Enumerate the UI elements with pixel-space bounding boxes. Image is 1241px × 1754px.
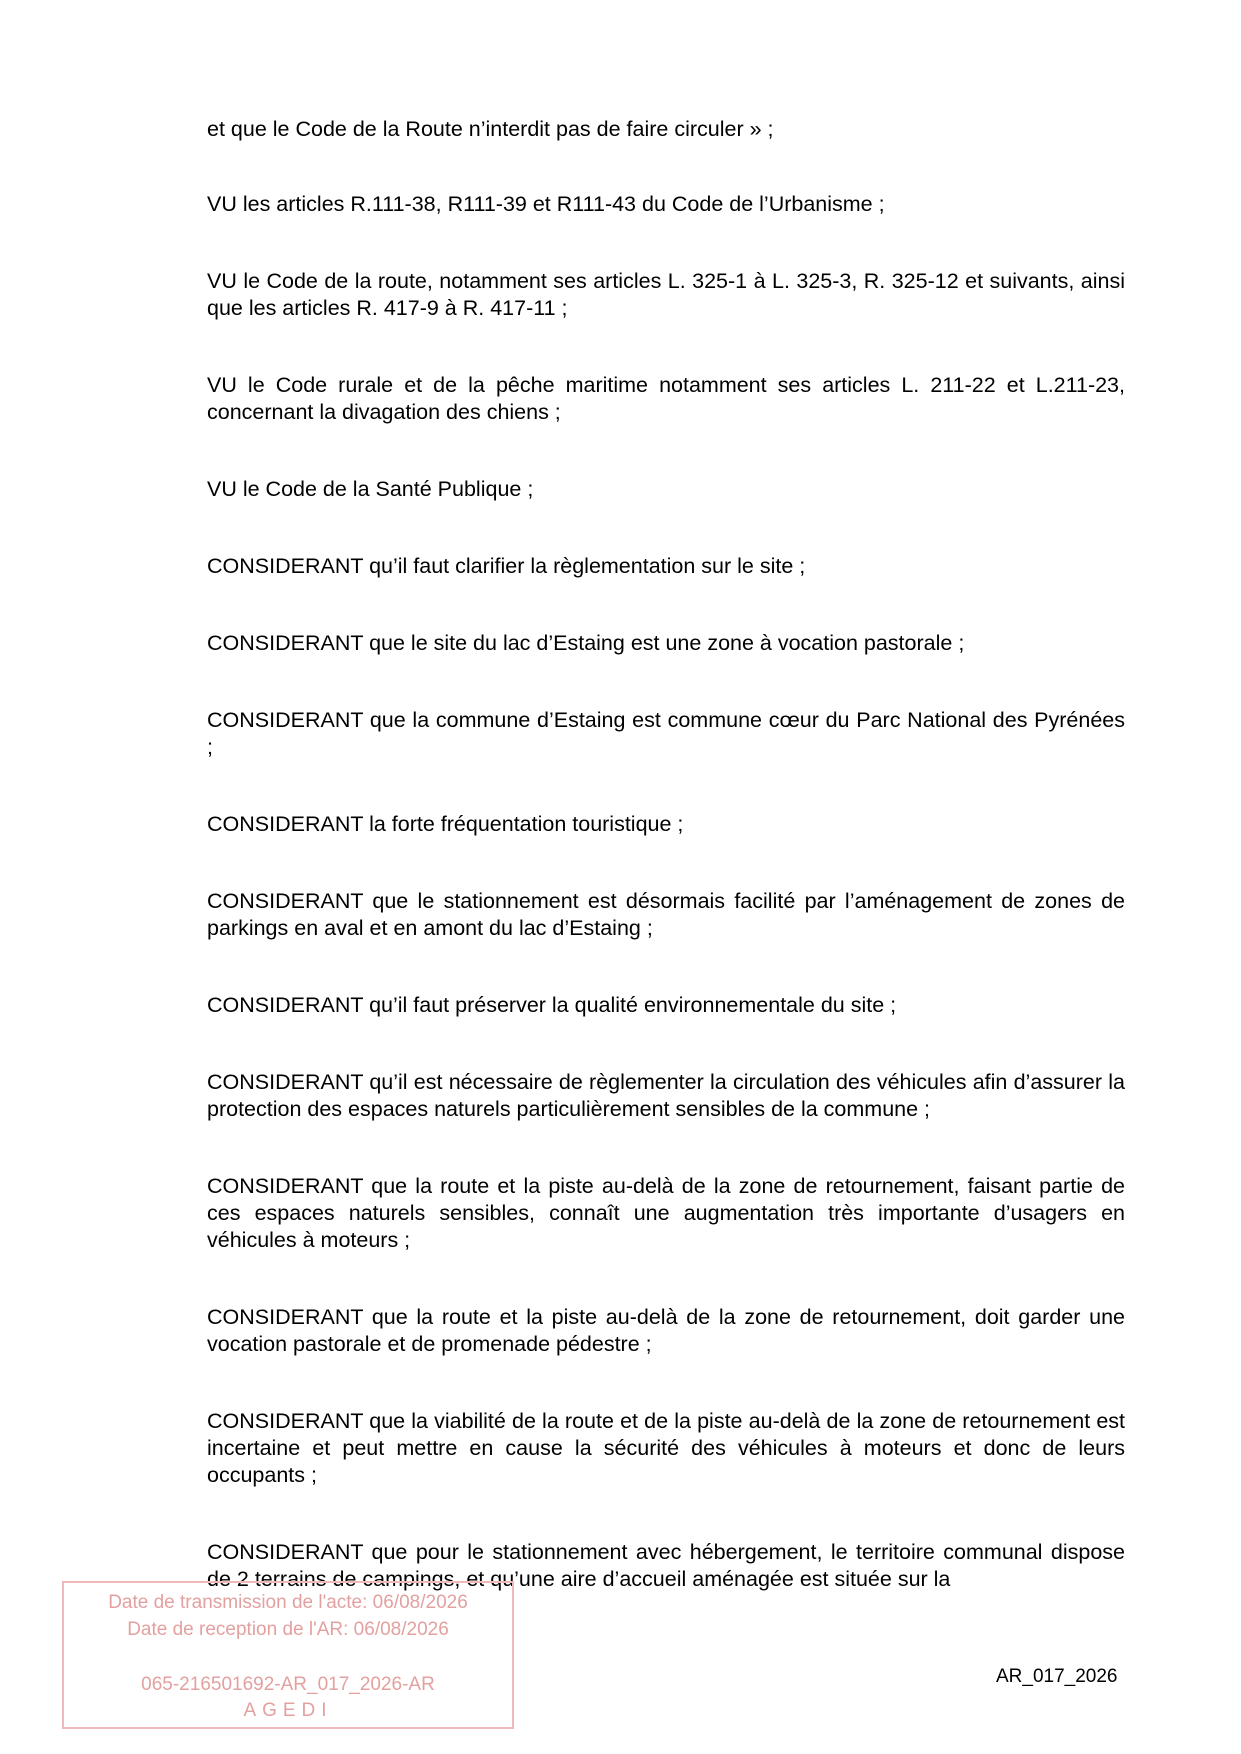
paragraph: CONSIDERANT que la commune d’Estaing est commune cœur du Parc National des Pyrénées ; xyxy=(207,708,1125,759)
document-body xyxy=(207,116,1125,1643)
paragraph: CONSIDERANT que la viabilité de la route et de la piste au-delà de la zone de retournement est incertaine et peut mettre en cause la sécurité des véhicules à moteurs et donc de leurs occupants ; xyxy=(207,1409,1125,1487)
paragraph: VU le Code rurale et de la pêche maritime notamment ses articles L. 211-22 et L.211-23, concernant la divagation des chiens ; xyxy=(207,373,1125,424)
paragraph: CONSIDERANT qu’il est nécessaire de règlementer la circulation des véhicules afin d’assurer la protection des espaces naturels particulièrement sensibles de la commune ; xyxy=(207,1070,1125,1121)
paragraph: CONSIDERANT que le stationnement est désormais facilité par l’aménagement de zones de parkings en aval et en amont du lac d’Estaing ; xyxy=(207,889,1125,940)
transmission-stamp xyxy=(62,1581,514,1729)
paragraph: CONSIDERANT qu’il faut clarifier la règlementation sur le site ; xyxy=(207,554,806,578)
paragraph: CONSIDERANT la forte fréquentation touristique ; xyxy=(207,812,684,836)
paragraph: VU le Code de la route, notamment ses articles L. 325-1 à L. 325-3, R. 325-12 et suivants, ainsi que les articles R. 417-9 à R. 417-11 ; xyxy=(207,269,1125,320)
paragraph: VU les articles R.111-38, R111-39 et R111-43 du Code de l’Urbanisme ; xyxy=(207,192,885,216)
stamp-transmission-date: Date de transmission de l'acte: 06/08/2026 xyxy=(108,1592,468,1613)
paragraph: CONSIDERANT que pour le stationnement avec hébergement, le territoire communal dispose de 2 terrains de campings, et qu’une aire d’accueil aménagée est située sur la xyxy=(207,1540,1125,1591)
stamp-reception-date: Date de reception de l'AR: 06/08/2026 xyxy=(127,1619,449,1640)
paragraph: CONSIDERANT que la route et la piste au-delà de la zone de retournement, faisant partie de ces espaces naturels sensibles, connaît une augmentation très importante d’usagers en véhicules à moteurs ; xyxy=(207,1174,1125,1252)
stamp-org: AGEDI xyxy=(243,1700,333,1721)
paragraph: et que le Code de la Route n’interdit pas de faire circuler » ; xyxy=(207,117,774,141)
paragraph: CONSIDERANT que le site du lac d’Estaing est une zone à vocation pastorale ; xyxy=(207,631,965,655)
paragraph: CONSIDERANT que la route et la piste au-delà de la zone de retournement, doit garder une vocation pastorale et de promenade pédestre ; xyxy=(207,1305,1125,1356)
document-reference: AR_017_2026 xyxy=(996,1666,1118,1687)
paragraph: CONSIDERANT qu’il faut préserver la qualité environnementale du site ; xyxy=(207,993,897,1017)
stamp-reference: 065-216501692-AR_017_2026-AR xyxy=(141,1674,435,1695)
paragraph: VU le Code de la Santé Publique ; xyxy=(207,477,534,501)
